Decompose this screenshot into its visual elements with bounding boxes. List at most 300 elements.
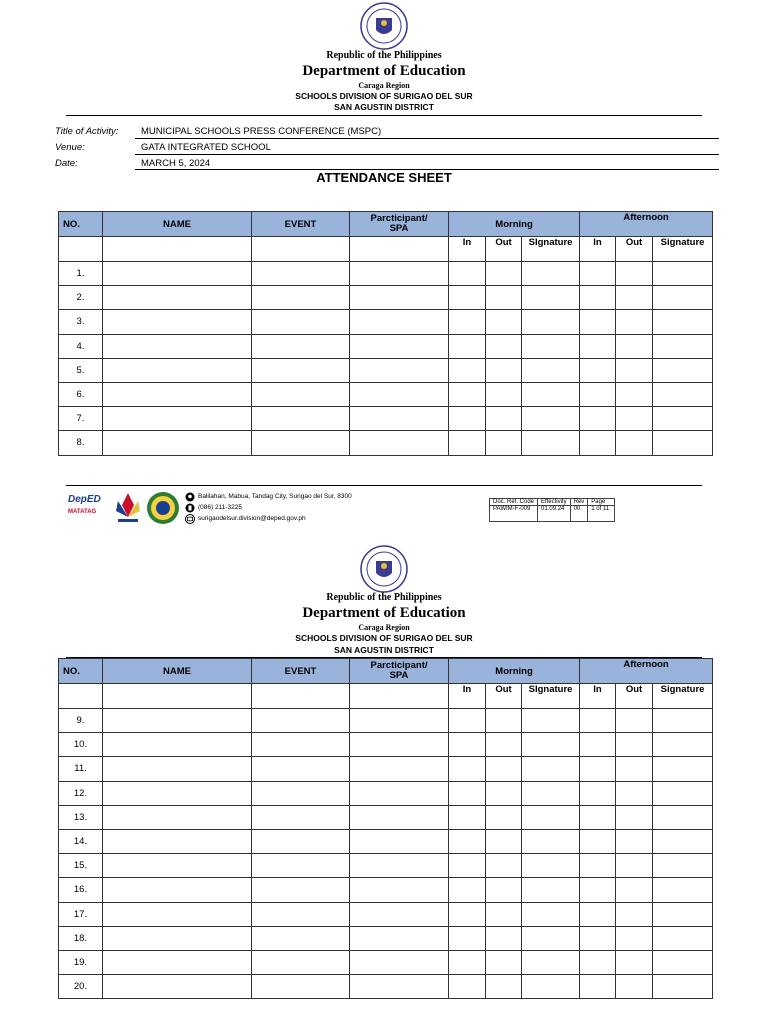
table-row xyxy=(59,733,713,757)
afternoon-out-cell[interactable] xyxy=(616,902,653,926)
col-morning-header-page2: Morning xyxy=(449,659,580,684)
participant-cell[interactable] xyxy=(350,733,449,757)
morning-out-cell[interactable] xyxy=(486,310,522,334)
morning-in-cell[interactable] xyxy=(449,902,486,926)
participant-cell[interactable] xyxy=(350,382,449,406)
participant-cell[interactable] xyxy=(350,950,449,974)
table-row xyxy=(59,805,713,829)
name-cell[interactable] xyxy=(103,358,252,382)
name-cell[interactable] xyxy=(103,382,252,406)
morning-out-cell[interactable] xyxy=(486,358,522,382)
title-value: MUNICIPAL SCHOOLS PRESS CONFERENCE (MSPC) xyxy=(141,126,382,137)
row-number: 1. xyxy=(59,262,103,286)
afternoon-signature-cell[interactable] xyxy=(653,358,713,382)
morning-out-cell[interactable] xyxy=(486,757,522,781)
afternoon-out-cell[interactable] xyxy=(616,854,653,878)
col-participant-header xyxy=(350,212,449,237)
name-cell[interactable] xyxy=(103,733,252,757)
footer-address: Balilahan, Mabua, Tandag City, Surigao del Sur, 8300 xyxy=(198,493,352,500)
row-number: 10. xyxy=(59,733,103,757)
afternoon-out-cell[interactable] xyxy=(616,926,653,950)
afternoon-in-cell[interactable] xyxy=(580,902,616,926)
morning-signature-cell[interactable] xyxy=(522,286,580,310)
col-afternoon-header-page2: Afternoon xyxy=(580,659,713,684)
morning-out-cell[interactable] xyxy=(486,709,522,733)
morning-signature-cell[interactable] xyxy=(522,805,580,829)
region-text-page2: Caraga Region xyxy=(358,623,410,632)
sub-afternoon-in: In xyxy=(580,237,616,262)
republic-text: Republic of the Philippines xyxy=(326,50,442,61)
event-cell[interactable] xyxy=(252,358,350,382)
morning-in-cell[interactable] xyxy=(449,709,486,733)
name-cell[interactable] xyxy=(103,975,252,999)
afternoon-out-cell[interactable] xyxy=(616,950,653,974)
morning-signature-cell[interactable] xyxy=(522,310,580,334)
ref-value-page: 1 of 11 xyxy=(588,506,615,522)
event-cell[interactable] xyxy=(252,926,350,950)
footer-email: surigaodelsur.division@deped.gov.ph xyxy=(198,515,306,522)
table-row xyxy=(59,334,713,358)
afternoon-in-cell[interactable] xyxy=(580,829,616,853)
afternoon-signature-cell[interactable] xyxy=(653,854,713,878)
afternoon-out-cell[interactable] xyxy=(616,310,653,334)
event-cell[interactable] xyxy=(252,431,350,455)
division-seal-icon xyxy=(146,491,180,525)
morning-signature-cell[interactable] xyxy=(522,950,580,974)
row-number: 8. xyxy=(59,431,103,455)
district-text-page2: SAN AGUSTIN DISTRICT xyxy=(334,645,434,655)
morning-in-cell[interactable] xyxy=(449,757,486,781)
table-row xyxy=(59,781,713,805)
name-cell[interactable] xyxy=(103,310,252,334)
afternoon-out-cell[interactable] xyxy=(616,733,653,757)
name-cell[interactable] xyxy=(103,781,252,805)
morning-signature-cell[interactable] xyxy=(522,781,580,805)
participant-cell[interactable] xyxy=(350,310,449,334)
participant-line2-page2: SPA xyxy=(389,670,409,681)
afternoon-in-cell[interactable] xyxy=(580,334,616,358)
row-number: 7. xyxy=(59,407,103,431)
afternoon-signature-cell[interactable] xyxy=(653,829,713,853)
participant-cell[interactable] xyxy=(350,262,449,286)
name-cell[interactable] xyxy=(103,950,252,974)
event-cell[interactable] xyxy=(252,709,350,733)
afternoon-signature-cell[interactable] xyxy=(653,950,713,974)
morning-out-cell[interactable] xyxy=(486,975,522,999)
morning-signature-cell[interactable] xyxy=(522,829,580,853)
morning-signature-cell[interactable] xyxy=(522,902,580,926)
morning-out-cell[interactable] xyxy=(486,805,522,829)
department-title: Department of Education xyxy=(302,63,466,79)
ref-header-effectivity: Effectivity xyxy=(538,499,571,506)
name-cell[interactable] xyxy=(103,902,252,926)
morning-out-cell[interactable] xyxy=(486,829,522,853)
morning-in-cell[interactable] xyxy=(449,358,486,382)
date-value: MARCH 5, 2024 xyxy=(141,158,211,169)
sub-blank-name-page2 xyxy=(103,684,252,709)
matatag-logo-text: MATATAG xyxy=(68,509,97,515)
participant-cell[interactable] xyxy=(350,431,449,455)
afternoon-in-cell[interactable] xyxy=(580,709,616,733)
afternoon-in-cell[interactable] xyxy=(580,262,616,286)
sub-morning-in-page2: In xyxy=(449,684,486,709)
col-name-header: NAME xyxy=(103,212,252,237)
sub-morning-signature: SIgnature xyxy=(522,237,580,262)
row-number: 11. xyxy=(59,757,103,781)
ref-value-rev: 00 xyxy=(570,506,588,522)
afternoon-signature-cell[interactable] xyxy=(653,286,713,310)
afternoon-signature-cell[interactable] xyxy=(653,926,713,950)
event-cell[interactable] xyxy=(252,310,350,334)
name-cell[interactable] xyxy=(103,286,252,310)
event-cell[interactable] xyxy=(252,262,350,286)
sub-blank-event-page2 xyxy=(252,684,350,709)
afternoon-in-cell[interactable] xyxy=(580,431,616,455)
morning-out-cell[interactable] xyxy=(486,262,522,286)
afternoon-out-cell[interactable] xyxy=(616,781,653,805)
col-no-header-page2: NO. xyxy=(59,659,103,684)
afternoon-signature-cell[interactable] xyxy=(653,310,713,334)
morning-out-cell[interactable] xyxy=(486,334,522,358)
morning-signature-cell[interactable] xyxy=(522,262,580,286)
location-icon xyxy=(185,492,195,502)
name-cell[interactable] xyxy=(103,407,252,431)
name-cell[interactable] xyxy=(103,805,252,829)
event-cell[interactable] xyxy=(252,805,350,829)
col-participant-header-page2 xyxy=(350,659,449,684)
title-label: Title of Activity: xyxy=(55,126,119,137)
sub-morning-out-page2: Out xyxy=(486,684,522,709)
morning-out-cell[interactable] xyxy=(486,854,522,878)
name-cell[interactable] xyxy=(103,854,252,878)
participant-cell[interactable] xyxy=(350,854,449,878)
sub-blank-participant xyxy=(350,237,449,262)
department-title-page2: Department of Education xyxy=(302,605,466,621)
morning-out-cell[interactable] xyxy=(486,431,522,455)
afternoon-out-cell[interactable] xyxy=(616,757,653,781)
afternoon-signature-cell[interactable] xyxy=(653,878,713,902)
name-cell[interactable] xyxy=(103,829,252,853)
morning-signature-cell[interactable] xyxy=(522,975,580,999)
ref-value-effectivity: 01.09.24 xyxy=(538,506,571,522)
event-cell[interactable] xyxy=(252,950,350,974)
afternoon-in-cell[interactable] xyxy=(580,975,616,999)
row-number: 9. xyxy=(59,709,103,733)
afternoon-in-cell[interactable] xyxy=(580,382,616,406)
participant-cell[interactable] xyxy=(350,926,449,950)
afternoon-signature-cell[interactable] xyxy=(653,709,713,733)
afternoon-in-cell[interactable] xyxy=(580,950,616,974)
morning-out-cell[interactable] xyxy=(486,950,522,974)
morning-signature-cell[interactable] xyxy=(522,431,580,455)
afternoon-out-cell[interactable] xyxy=(616,382,653,406)
participant-line1: Parcticipant/ xyxy=(370,213,428,224)
row-number: 6. xyxy=(59,382,103,406)
participant-cell[interactable] xyxy=(350,902,449,926)
sub-afternoon-out: Out xyxy=(616,237,653,262)
table-row xyxy=(59,709,713,733)
afternoon-out-cell[interactable] xyxy=(616,334,653,358)
table-row xyxy=(59,854,713,878)
division-text: SCHOOLS DIVISION OF SURIGAO DEL SUR xyxy=(295,91,473,101)
afternoon-out-cell[interactable] xyxy=(616,975,653,999)
sub-morning-signature-page2: SIgnature xyxy=(522,684,580,709)
participant-cell[interactable] xyxy=(350,709,449,733)
morning-in-cell[interactable] xyxy=(449,407,486,431)
row-number: 18. xyxy=(59,926,103,950)
afternoon-in-cell[interactable] xyxy=(580,407,616,431)
morning-signature-cell[interactable] xyxy=(522,733,580,757)
row-number: 2. xyxy=(59,286,103,310)
table-row xyxy=(59,975,713,999)
afternoon-in-cell[interactable] xyxy=(580,878,616,902)
participant-cell[interactable] xyxy=(350,407,449,431)
sub-blank-no xyxy=(59,237,103,262)
row-number: 13. xyxy=(59,805,103,829)
afternoon-out-cell[interactable] xyxy=(616,709,653,733)
morning-signature-cell[interactable] xyxy=(522,854,580,878)
afternoon-out-cell[interactable] xyxy=(616,358,653,382)
event-cell[interactable] xyxy=(252,878,350,902)
afternoon-in-cell[interactable] xyxy=(580,358,616,382)
venue-label: Venue: xyxy=(55,142,85,153)
participant-cell[interactable] xyxy=(350,975,449,999)
deped-logo-text: DepED xyxy=(68,494,101,505)
participant-cell[interactable] xyxy=(350,286,449,310)
participant-line1-page2: Parcticipant/ xyxy=(370,660,428,671)
footer-phone: (086) 211-3225 xyxy=(198,504,242,511)
table-row xyxy=(59,950,713,974)
name-cell[interactable] xyxy=(103,709,252,733)
ref-header-page: Page xyxy=(588,499,615,506)
attendance-table-page2 xyxy=(58,658,713,999)
participant-cell[interactable] xyxy=(350,334,449,358)
footer-divider xyxy=(66,485,702,486)
afternoon-signature-cell[interactable] xyxy=(653,262,713,286)
participant-cell[interactable] xyxy=(350,358,449,382)
sheet-title: ATTENDANCE SHEET xyxy=(316,170,452,185)
morning-out-cell[interactable] xyxy=(486,878,522,902)
table-row xyxy=(59,757,713,781)
table-row xyxy=(59,262,713,286)
col-event-header: EVENT xyxy=(252,212,350,237)
bagong-pilipinas-logo-icon xyxy=(112,491,144,525)
table-row xyxy=(59,902,713,926)
event-cell[interactable] xyxy=(252,781,350,805)
division-text-page2: SCHOOLS DIVISION OF SURIGAO DEL SUR xyxy=(295,633,473,643)
morning-signature-cell[interactable] xyxy=(522,878,580,902)
participant-cell[interactable] xyxy=(350,757,449,781)
name-cell[interactable] xyxy=(103,431,252,455)
col-afternoon-header: Afternoon xyxy=(580,212,713,237)
afternoon-in-cell[interactable] xyxy=(580,733,616,757)
morning-in-cell[interactable] xyxy=(449,733,486,757)
table-row xyxy=(59,286,713,310)
morning-signature-cell[interactable] xyxy=(522,926,580,950)
event-cell[interactable] xyxy=(252,334,350,358)
col-morning-header: Morning xyxy=(449,212,580,237)
afternoon-out-cell[interactable] xyxy=(616,829,653,853)
morning-in-cell[interactable] xyxy=(449,805,486,829)
col-no-header: NO. xyxy=(59,212,103,237)
morning-out-cell[interactable] xyxy=(486,382,522,406)
afternoon-signature-cell[interactable] xyxy=(653,382,713,406)
sub-afternoon-out-page2: Out xyxy=(616,684,653,709)
table-row xyxy=(59,878,713,902)
afternoon-signature-cell[interactable] xyxy=(653,407,713,431)
morning-in-cell[interactable] xyxy=(449,781,486,805)
morning-signature-cell[interactable] xyxy=(522,407,580,431)
sub-morning-out: Out xyxy=(486,237,522,262)
afternoon-signature-cell[interactable] xyxy=(653,431,713,455)
afternoon-out-cell[interactable] xyxy=(616,286,653,310)
afternoon-in-cell[interactable] xyxy=(580,854,616,878)
col-name-header-page2: NAME xyxy=(103,659,252,684)
afternoon-out-cell[interactable] xyxy=(616,878,653,902)
table-row xyxy=(59,431,713,455)
morning-in-cell[interactable] xyxy=(449,975,486,999)
afternoon-out-cell[interactable] xyxy=(616,262,653,286)
table-row xyxy=(59,926,713,950)
participant-cell[interactable] xyxy=(350,829,449,853)
event-cell[interactable] xyxy=(252,902,350,926)
event-cell[interactable] xyxy=(252,286,350,310)
date-label: Date: xyxy=(55,158,78,169)
morning-in-cell[interactable] xyxy=(449,926,486,950)
sub-blank-participant-page2 xyxy=(350,684,449,709)
row-number: 17. xyxy=(59,902,103,926)
morning-in-cell[interactable] xyxy=(449,262,486,286)
row-number: 4. xyxy=(59,334,103,358)
table-row xyxy=(59,358,713,382)
morning-out-cell[interactable] xyxy=(486,286,522,310)
afternoon-in-cell[interactable] xyxy=(580,926,616,950)
ref-header-rev: Rev xyxy=(570,499,588,506)
afternoon-in-cell[interactable] xyxy=(580,757,616,781)
morning-in-cell[interactable] xyxy=(449,854,486,878)
participant-line2: SPA xyxy=(389,223,409,234)
event-cell[interactable] xyxy=(252,829,350,853)
attendance-table-page1 xyxy=(58,211,713,456)
afternoon-out-cell[interactable] xyxy=(616,431,653,455)
afternoon-in-cell[interactable] xyxy=(580,286,616,310)
sub-blank-name xyxy=(103,237,252,262)
afternoon-in-cell[interactable] xyxy=(580,805,616,829)
phone-icon xyxy=(185,503,195,513)
venue-underline xyxy=(135,154,719,155)
district-text: SAN AGUSTIN DISTRICT xyxy=(334,102,434,112)
header-divider xyxy=(66,115,702,116)
event-cell[interactable] xyxy=(252,854,350,878)
ref-value-code: PAWIM-F-009 xyxy=(490,506,538,522)
row-number: 3. xyxy=(59,310,103,334)
morning-in-cell[interactable] xyxy=(449,310,486,334)
morning-signature-cell[interactable] xyxy=(522,709,580,733)
name-cell[interactable] xyxy=(103,878,252,902)
afternoon-signature-cell[interactable] xyxy=(653,781,713,805)
event-cell[interactable] xyxy=(252,975,350,999)
afternoon-signature-cell[interactable] xyxy=(653,733,713,757)
participant-cell[interactable] xyxy=(350,805,449,829)
afternoon-signature-cell[interactable] xyxy=(653,757,713,781)
sub-blank-event xyxy=(252,237,350,262)
sub-afternoon-signature: Signature xyxy=(653,237,713,262)
morning-in-cell[interactable] xyxy=(449,334,486,358)
morning-in-cell[interactable] xyxy=(449,878,486,902)
afternoon-in-cell[interactable] xyxy=(580,781,616,805)
title-underline xyxy=(135,138,719,139)
afternoon-in-cell[interactable] xyxy=(580,310,616,334)
name-cell[interactable] xyxy=(103,757,252,781)
region-text: Caraga Region xyxy=(358,81,410,90)
deped-seal-icon-page2 xyxy=(360,545,408,593)
participant-cell[interactable] xyxy=(350,878,449,902)
morning-in-cell[interactable] xyxy=(449,382,486,406)
doc-ref-table xyxy=(489,498,615,522)
row-number: 14. xyxy=(59,829,103,853)
morning-in-cell[interactable] xyxy=(449,431,486,455)
morning-in-cell[interactable] xyxy=(449,950,486,974)
event-cell[interactable] xyxy=(252,757,350,781)
table-row xyxy=(59,829,713,853)
sub-afternoon-in-page2: In xyxy=(580,684,616,709)
afternoon-out-cell[interactable] xyxy=(616,407,653,431)
table-row xyxy=(59,407,713,431)
row-number: 5. xyxy=(59,358,103,382)
morning-out-cell[interactable] xyxy=(486,733,522,757)
republic-text-page2: Republic of the Philippines xyxy=(326,592,442,603)
morning-signature-cell[interactable] xyxy=(522,757,580,781)
morning-signature-cell[interactable] xyxy=(522,358,580,382)
email-icon xyxy=(185,514,195,524)
row-number: 20. xyxy=(59,975,103,999)
row-number: 16. xyxy=(59,878,103,902)
morning-signature-cell[interactable] xyxy=(522,334,580,358)
sub-blank-no-page2 xyxy=(59,684,103,709)
event-cell[interactable] xyxy=(252,733,350,757)
name-cell[interactable] xyxy=(103,926,252,950)
deped-matatag-logo xyxy=(68,494,106,526)
event-cell[interactable] xyxy=(252,382,350,406)
row-number: 19. xyxy=(59,950,103,974)
row-number: 12. xyxy=(59,781,103,805)
afternoon-signature-cell[interactable] xyxy=(653,334,713,358)
morning-signature-cell[interactable] xyxy=(522,382,580,406)
col-event-header-page2: EVENT xyxy=(252,659,350,684)
afternoon-signature-cell[interactable] xyxy=(653,805,713,829)
afternoon-signature-cell[interactable] xyxy=(653,902,713,926)
deped-seal-icon xyxy=(360,2,408,50)
venue-value: GATA INTEGRATED SCHOOL xyxy=(141,142,271,153)
event-cell[interactable] xyxy=(252,407,350,431)
morning-out-cell[interactable] xyxy=(486,902,522,926)
morning-in-cell[interactable] xyxy=(449,829,486,853)
name-cell[interactable] xyxy=(103,262,252,286)
name-cell[interactable] xyxy=(103,334,252,358)
ref-header-code: Doc. Ref. Code xyxy=(490,499,538,506)
table-row xyxy=(59,310,713,334)
morning-out-cell[interactable] xyxy=(486,926,522,950)
sub-morning-in: In xyxy=(449,237,486,262)
sub-afternoon-signature-page2: Signature xyxy=(653,684,713,709)
participant-cell[interactable] xyxy=(350,781,449,805)
morning-out-cell[interactable] xyxy=(486,781,522,805)
row-number: 15. xyxy=(59,854,103,878)
morning-in-cell[interactable] xyxy=(449,286,486,310)
morning-out-cell[interactable] xyxy=(486,407,522,431)
afternoon-out-cell[interactable] xyxy=(616,805,653,829)
afternoon-signature-cell[interactable] xyxy=(653,975,713,999)
